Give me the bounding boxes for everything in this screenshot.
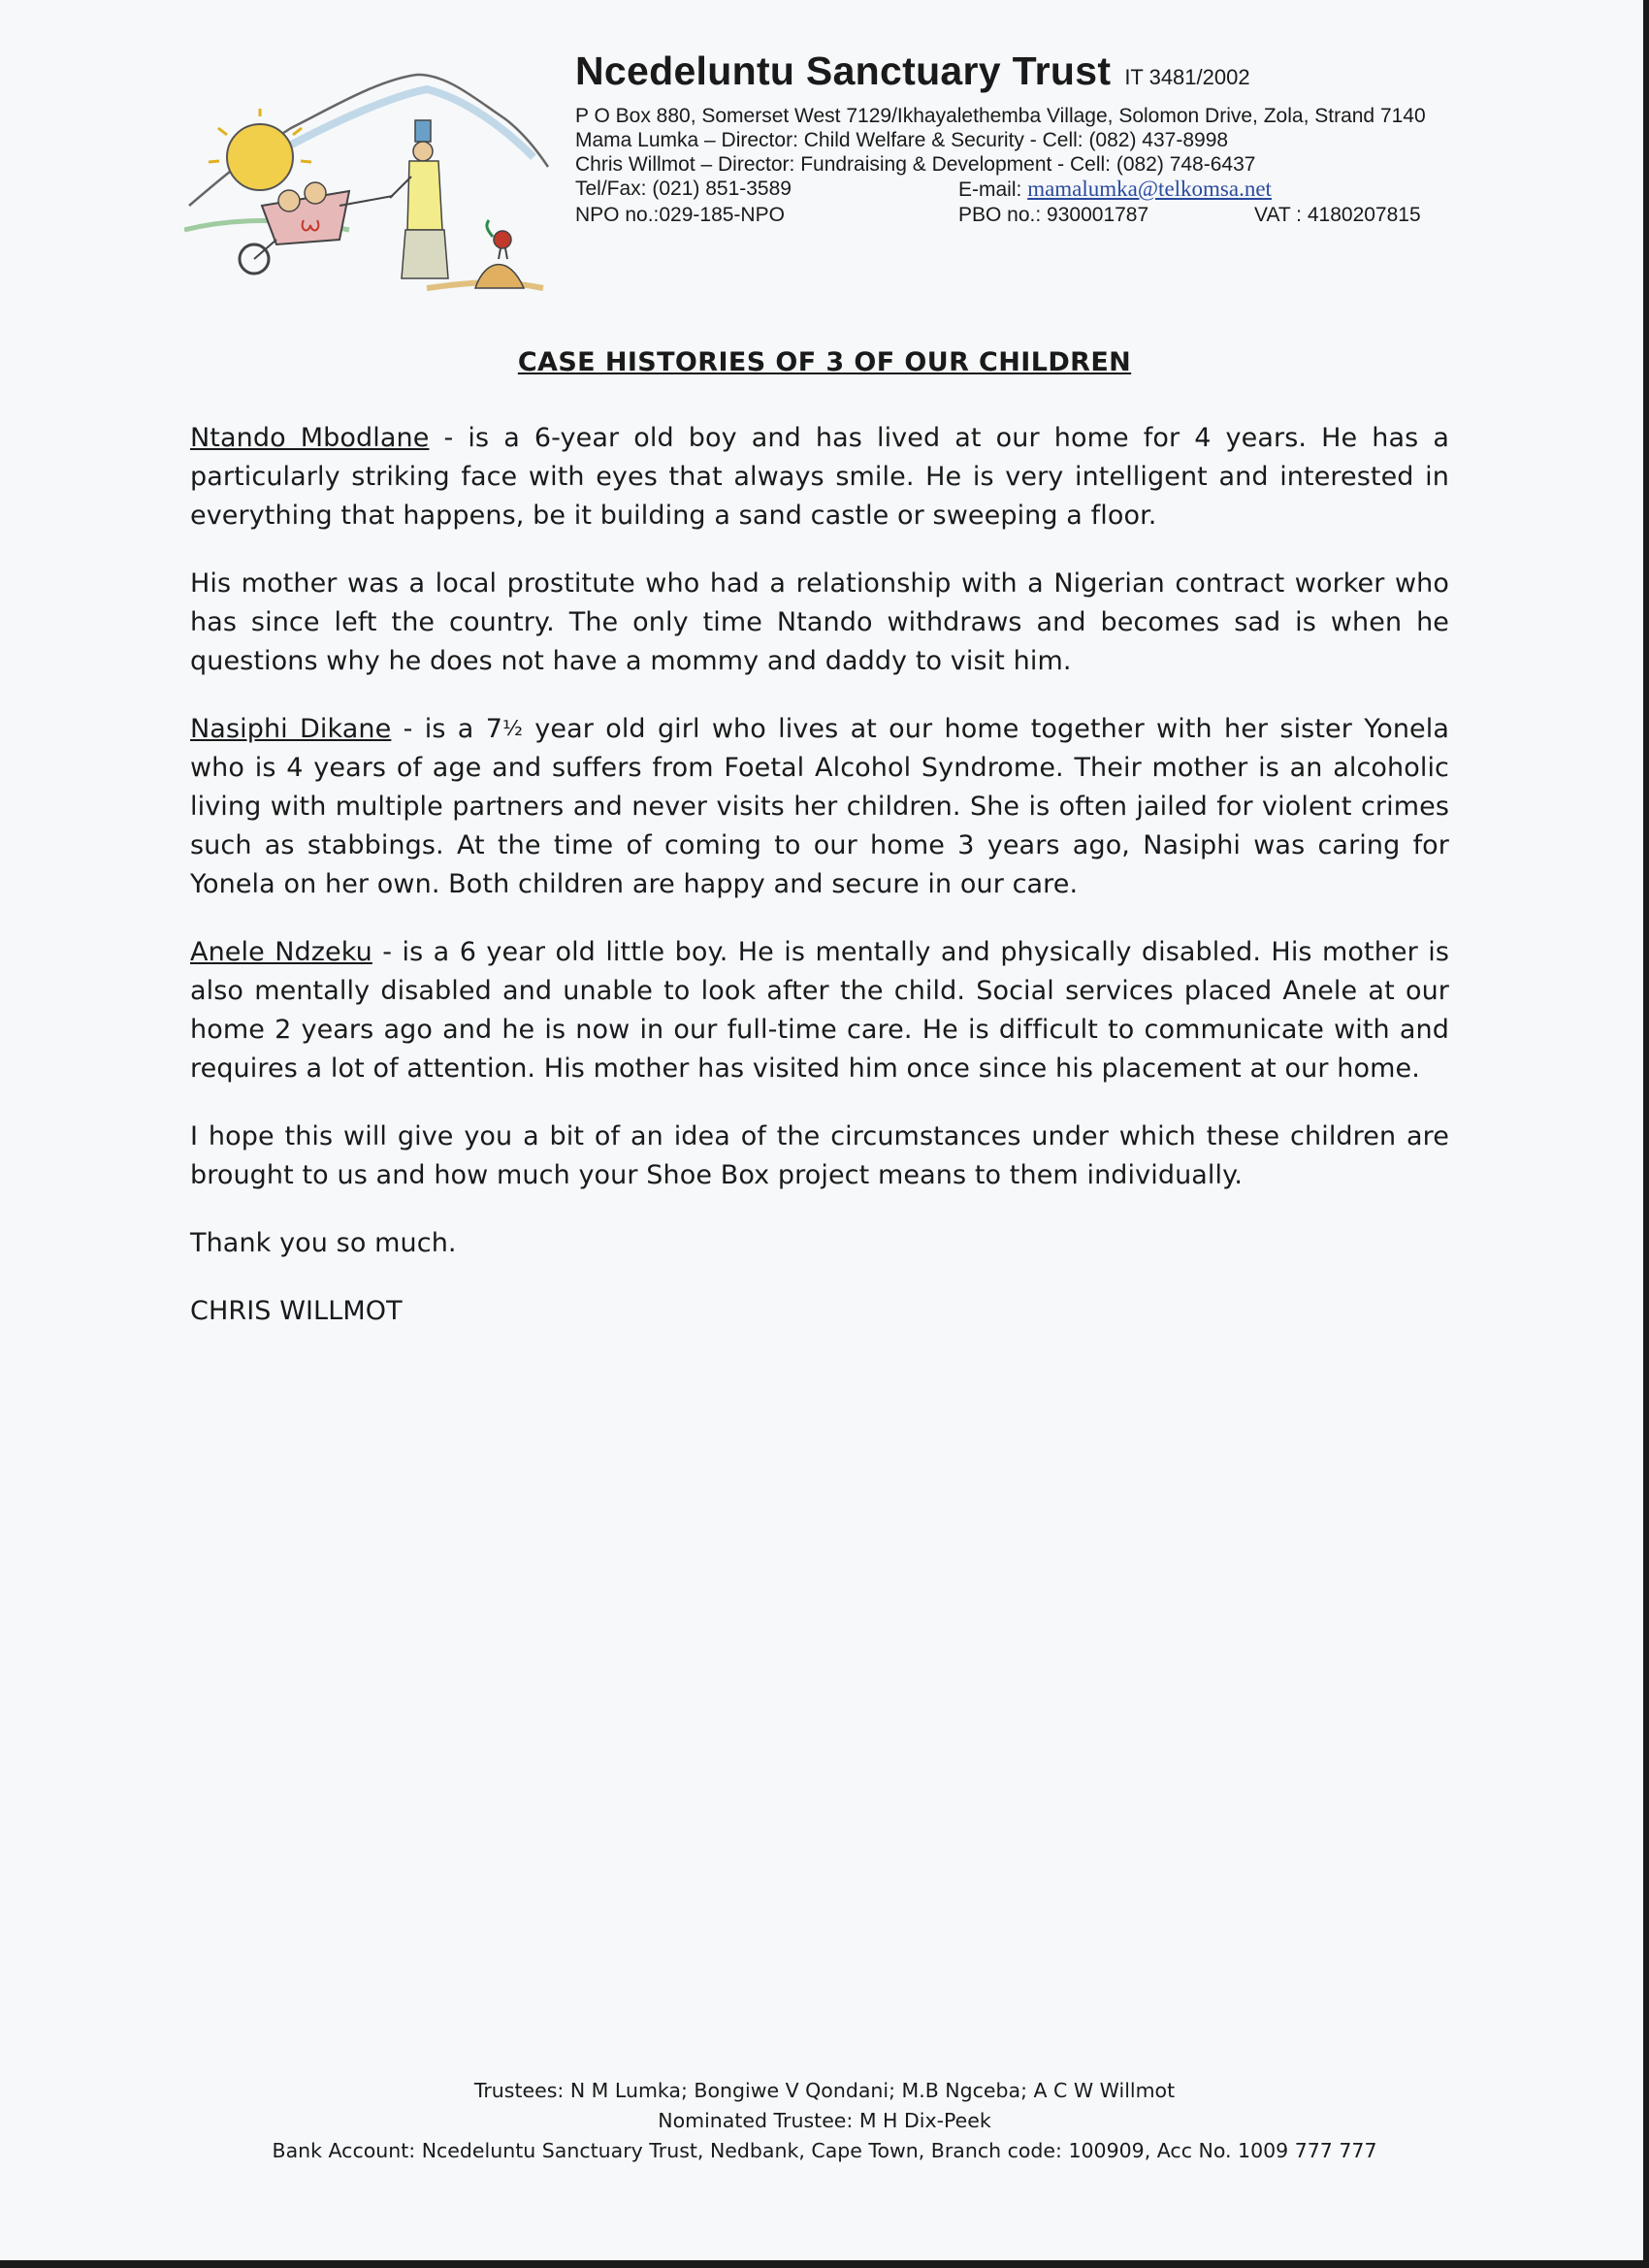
child-name-ntando: Ntando Mbodlane (190, 423, 430, 453)
signature: CHRIS WILLMOT (190, 1296, 403, 1327)
nominated-trustee-line: Nominated Trustee: M H Dix-Peek (658, 2109, 991, 2132)
paragraph-nasiphi-text: year old girl who lives at our home together with her sister Yonela who is 4 years of age and suffers from Foetal Alcohol Syndrome. Their mother is an alcoholic living with multiple partners and never visits her children. She is often jailed for violent crimes such as stabbings. At the time of coming to our home 3 years ago, Nasiphi was caring for Yonela on her own. Both children are happy and secure in our care. (190, 714, 1449, 900)
vat-number: VAT : 4180207815 (1254, 204, 1421, 226)
telfax-email-row (575, 177, 1545, 203)
bank-account-line: Bank Account: Ncedeluntu Sanctuary Trust, Nedbank, Cape Town, Branch code: 100909, Acc No. 1009 777 777 (272, 2139, 1377, 2162)
child-name-nasiphi: Nasiphi Dikane (190, 714, 392, 745)
email-label: E-mail: (958, 178, 1028, 201)
letter-body (190, 419, 1449, 1360)
org-title-line (575, 49, 1545, 94)
age-prefix: - is a 7 (391, 714, 502, 745)
paragraph-nasiphi (190, 710, 1449, 904)
email-link[interactable]: mamalumka@telkomsa.net (1027, 177, 1272, 201)
scan-edge-right (1643, 0, 1649, 2268)
paragraph-ntando-text: - is a 6-year old boy and has lived at our home for 4 years. He has a particularly striking face with eyes that always smile. He is very intelligent and interested in everything that happens, be it building a sand castle or sweeping a floor. (190, 423, 1449, 531)
director-willmot: Chris Willmot – Director: Fundraising & Development - Cell: (082) 748-6437 (575, 153, 1256, 176)
paragraph-ntando (190, 419, 1449, 535)
registration-row (575, 203, 1545, 228)
paragraph-anele-text: - is a 6 year old little boy. He is mentally and physically disabled. His mother is also mentally disabled and unable to look after the child. Social services placed Anele at our home 2 years ago and he is now in our full-time care. He is difficult to communicate with and requires a lot of attention. His mother has visited him once since his placement at our home. (190, 937, 1449, 1085)
director-lumka: Mama Lumka – Director: Child Welfare & Security - Cell: (082) 437-8998 (575, 129, 1229, 151)
paragraph-closing-remarks: I hope this will give you a bit of an idea of the circumstances under which these children are brought to us and how much your Shoe Box project means to them individually. (190, 1121, 1449, 1191)
letterhead (575, 49, 1545, 228)
postal-address: P O Box 880, Somerset West 7129/Ikhayalethemba Village, Solomon Drive, Zola, Strand 7140 (575, 105, 1426, 127)
child-name-anele: Anele Ndzeku (190, 937, 372, 968)
age-fraction: ½ (502, 717, 524, 741)
npo-number: NPO no.:029-185-NPO (575, 204, 785, 226)
org-name: Ncedeluntu Sanctuary Trust (575, 49, 1112, 93)
telfax: Tel/Fax: (021) 851-3589 (575, 178, 792, 200)
thanks-line: Thank you so much. (190, 1228, 457, 1259)
page-title: CASE HISTORIES OF 3 OF OUR CHILDREN (517, 347, 1132, 377)
paragraph-ntando-mother: His mother was a local prostitute who had a relationship with a Nigerian contract worker who has since left the country. The only time Ntando withdraws and becomes sad is when he questions why he does not have a mommy and daddy to visit him. (190, 568, 1449, 676)
paragraph-anele (190, 933, 1449, 1088)
scan-edge-bottom (0, 2260, 1649, 2268)
contact-block (575, 104, 1545, 177)
trustees-line: Trustees: N M Lumka; Bongiwe V Qondani; M.B Ngceba; A C W Willmot (473, 2079, 1176, 2102)
logo-illustration (184, 60, 553, 303)
footer (0, 2076, 1649, 2166)
pbo-number: PBO no.: 930001787 (958, 204, 1149, 226)
it-number: IT 3481/2002 (1124, 65, 1250, 89)
